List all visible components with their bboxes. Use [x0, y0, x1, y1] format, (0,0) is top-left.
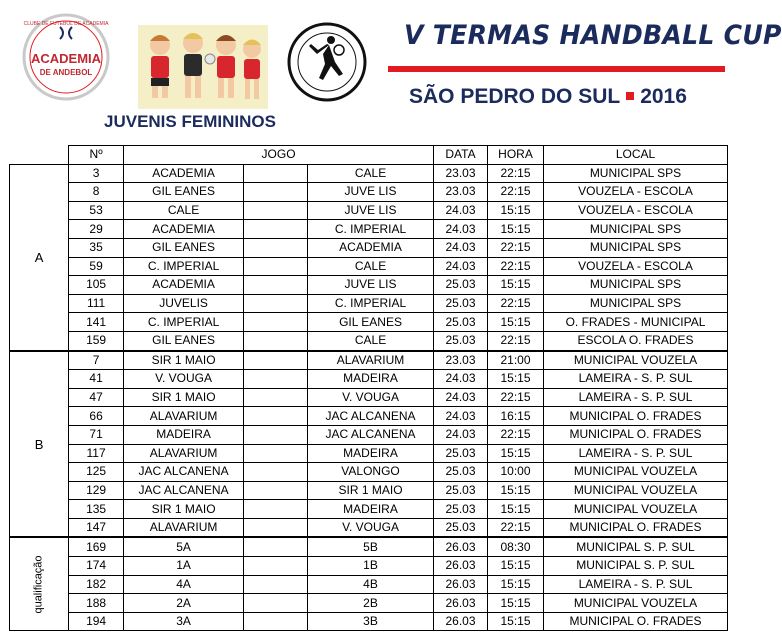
- academia-andebol-logo: [22, 13, 110, 101]
- match-venue: MUNICIPAL SPS: [543, 164, 727, 183]
- game-spacer: [244, 220, 308, 239]
- game-spacer: [244, 257, 308, 276]
- home-team: ACADEMIA: [124, 220, 244, 239]
- table-row: [10, 220, 728, 239]
- game-spacer: [244, 183, 308, 202]
- match-time: 08:30: [488, 537, 544, 556]
- table-row: [10, 463, 728, 482]
- subtitle-place: SÃO PEDRO DO SUL: [409, 85, 621, 108]
- logo1-sub: DE ANDEBOL: [39, 68, 93, 77]
- home-team: ALAVARIUM: [124, 518, 244, 537]
- title-underline: [388, 66, 725, 72]
- match-date: 24.03: [434, 370, 488, 389]
- match-number: 147: [69, 518, 124, 537]
- match-number: 41: [69, 370, 124, 389]
- home-team: CALE: [124, 201, 244, 220]
- match-venue: LAMEIRA - S. P. SUL: [543, 575, 727, 594]
- match-venue: O. FRADES - MUNICIPAL: [543, 313, 727, 332]
- header-date: DATA: [434, 146, 488, 165]
- away-team: MADEIRA: [308, 444, 434, 463]
- match-venue: ESCOLA O. FRADES: [543, 331, 727, 350]
- category-title: JUVENIS FEMININOS: [104, 112, 276, 131]
- match-date: 25.03: [434, 276, 488, 295]
- match-time: 21:00: [488, 351, 544, 370]
- away-team: CALE: [308, 257, 434, 276]
- table-row: [10, 276, 728, 295]
- match-number: 3: [69, 164, 124, 183]
- game-spacer: [244, 612, 308, 631]
- match-time: 15:15: [488, 220, 544, 239]
- match-date: 24.03: [434, 257, 488, 276]
- match-venue: MUNICIPAL VOUZELA: [543, 463, 727, 482]
- event-title: V TERMAS HANDBALL CUP: [404, 20, 782, 51]
- home-team: JAC ALCANENA: [124, 463, 244, 482]
- match-number: 194: [69, 612, 124, 631]
- match-time: 10:00: [488, 463, 544, 482]
- game-spacer: [244, 294, 308, 313]
- match-time: 22:15: [488, 257, 544, 276]
- match-date: 25.03: [434, 463, 488, 482]
- match-time: 15:15: [488, 201, 544, 220]
- home-team: 1A: [124, 557, 244, 576]
- match-venue: VOUZELA - ESCOLA: [543, 183, 727, 202]
- home-team: SIR 1 MAIO: [124, 500, 244, 519]
- table-row: [10, 331, 728, 350]
- table-header-row: [10, 146, 728, 165]
- game-spacer: [244, 164, 308, 183]
- game-spacer: [244, 276, 308, 295]
- home-team: V. VOUGA: [124, 370, 244, 389]
- away-team: 2B: [308, 594, 434, 613]
- match-date: 24.03: [434, 425, 488, 444]
- game-spacer: [244, 238, 308, 257]
- kids-illustration: [138, 25, 268, 109]
- game-spacer: [244, 463, 308, 482]
- group-label: A: [10, 164, 69, 350]
- game-spacer: [244, 500, 308, 519]
- subtitle-year: 2016: [640, 85, 687, 108]
- match-date: 26.03: [434, 557, 488, 576]
- home-team: GIL EANES: [124, 183, 244, 202]
- group-label: [10, 537, 69, 630]
- table-row: [10, 313, 728, 332]
- match-time: 22:15: [488, 388, 544, 407]
- table-row: [10, 518, 728, 537]
- game-spacer: [244, 313, 308, 332]
- match-number: 71: [69, 425, 124, 444]
- home-team: 4A: [124, 575, 244, 594]
- match-date: 25.03: [434, 331, 488, 350]
- away-team: 3B: [308, 612, 434, 631]
- home-team: ALAVARIUM: [124, 407, 244, 426]
- game-spacer: [244, 201, 308, 220]
- match-date: 25.03: [434, 481, 488, 500]
- match-date: 26.03: [434, 594, 488, 613]
- match-venue: MUNICIPAL O. FRADES: [543, 425, 727, 444]
- match-date: 24.03: [434, 407, 488, 426]
- match-number: 105: [69, 276, 124, 295]
- table-row: [10, 575, 728, 594]
- header-time: HORA: [488, 146, 544, 165]
- game-spacer: [244, 388, 308, 407]
- group-label-text: qualificação: [32, 555, 45, 614]
- match-number: 141: [69, 313, 124, 332]
- match-time: 15:15: [488, 575, 544, 594]
- home-team: GIL EANES: [124, 238, 244, 257]
- header-blank: [10, 146, 69, 165]
- match-time: 22:15: [488, 164, 544, 183]
- match-number: 53: [69, 201, 124, 220]
- game-spacer: [244, 537, 308, 556]
- game-spacer: [244, 444, 308, 463]
- home-team: JAC ALCANENA: [124, 481, 244, 500]
- match-date: 24.03: [434, 388, 488, 407]
- game-spacer: [244, 425, 308, 444]
- away-team: JAC ALCANENA: [308, 407, 434, 426]
- table-row: [10, 257, 728, 276]
- match-number: 35: [69, 238, 124, 257]
- home-team: SIR 1 MAIO: [124, 388, 244, 407]
- match-time: 16:15: [488, 407, 544, 426]
- match-time: 22:15: [488, 238, 544, 257]
- match-venue: MUNICIPAL O. FRADES: [543, 518, 727, 537]
- logo1-ring-text: CLUBE DE FUTEBOL DE ACADEMIA: [23, 21, 109, 27]
- match-venue: MUNICIPAL SPS: [543, 276, 727, 295]
- match-number: 66: [69, 407, 124, 426]
- home-team: GIL EANES: [124, 331, 244, 350]
- table-row: [10, 370, 728, 389]
- home-team: SIR 1 MAIO: [124, 351, 244, 370]
- match-time: 15:15: [488, 276, 544, 295]
- match-date: 25.03: [434, 294, 488, 313]
- header-game: JOGO: [124, 146, 434, 165]
- match-venue: MUNICIPAL VOUZELA: [543, 481, 727, 500]
- away-team: 5B: [308, 537, 434, 556]
- away-team: 1B: [308, 557, 434, 576]
- event-subtitle: [409, 85, 687, 109]
- match-number: 188: [69, 594, 124, 613]
- match-venue: MUNICIPAL SPS: [543, 294, 727, 313]
- table-row: [10, 425, 728, 444]
- match-date: 24.03: [434, 201, 488, 220]
- header-number: Nº: [69, 146, 124, 165]
- match-date: 25.03: [434, 444, 488, 463]
- table-row: [10, 594, 728, 613]
- handball-emblem-logo: [287, 22, 367, 102]
- game-spacer: [244, 518, 308, 537]
- match-number: 111: [69, 294, 124, 313]
- away-team: C. IMPERIAL: [308, 294, 434, 313]
- match-number: 125: [69, 463, 124, 482]
- logo1-title: ACADEMIA: [30, 51, 102, 66]
- table-row: [10, 481, 728, 500]
- match-time: 15:15: [488, 594, 544, 613]
- match-time: 22:15: [488, 425, 544, 444]
- table-row: [10, 444, 728, 463]
- match-number: 135: [69, 500, 124, 519]
- match-number: 8: [69, 183, 124, 202]
- match-venue: MUNICIPAL VOUZELA: [543, 500, 727, 519]
- game-spacer: [244, 407, 308, 426]
- match-venue: MUNICIPAL VOUZELA: [543, 594, 727, 613]
- match-time: 22:15: [488, 183, 544, 202]
- game-spacer: [244, 557, 308, 576]
- home-team: ACADEMIA: [124, 164, 244, 183]
- game-spacer: [244, 370, 308, 389]
- match-venue: LAMEIRA - S. P. SUL: [543, 388, 727, 407]
- home-team: ALAVARIUM: [124, 444, 244, 463]
- away-team: CALE: [308, 164, 434, 183]
- match-date: 23.03: [434, 164, 488, 183]
- match-venue: MUNICIPAL VOUZELA: [543, 351, 727, 370]
- table-row: [10, 388, 728, 407]
- match-time: 15:15: [488, 500, 544, 519]
- match-date: 26.03: [434, 537, 488, 556]
- table-row: [10, 407, 728, 426]
- away-team: MADEIRA: [308, 500, 434, 519]
- match-venue: MUNICIPAL S. P. SUL: [543, 557, 727, 576]
- match-time: 22:15: [488, 518, 544, 537]
- home-team: ACADEMIA: [124, 276, 244, 295]
- home-team: 3A: [124, 612, 244, 631]
- group-label: B: [10, 351, 69, 538]
- match-number: 47: [69, 388, 124, 407]
- away-team: ACADEMIA: [308, 238, 434, 257]
- game-spacer: [244, 351, 308, 370]
- match-number: 7: [69, 351, 124, 370]
- match-venue: MUNICIPAL S. P. SUL: [543, 537, 727, 556]
- match-number: 159: [69, 331, 124, 350]
- table-row: [10, 537, 728, 556]
- match-number: 174: [69, 557, 124, 576]
- game-spacer: [244, 594, 308, 613]
- match-venue: VOUZELA - ESCOLA: [543, 201, 727, 220]
- table-row: [10, 612, 728, 631]
- match-venue: MUNICIPAL O. FRADES: [543, 407, 727, 426]
- away-team: CALE: [308, 331, 434, 350]
- away-team: 4B: [308, 575, 434, 594]
- header-local: LOCAL: [543, 146, 727, 165]
- match-time: 15:15: [488, 313, 544, 332]
- away-team: V. VOUGA: [308, 518, 434, 537]
- home-team: 2A: [124, 594, 244, 613]
- home-team: MADEIRA: [124, 425, 244, 444]
- match-number: 29: [69, 220, 124, 239]
- match-venue: MUNICIPAL SPS: [543, 238, 727, 257]
- away-team: JAC ALCANENA: [308, 425, 434, 444]
- match-time: 15:15: [488, 444, 544, 463]
- away-team: MADEIRA: [308, 370, 434, 389]
- match-time: 15:15: [488, 370, 544, 389]
- table-row: [10, 183, 728, 202]
- home-team: JUVELIS: [124, 294, 244, 313]
- game-spacer: [244, 575, 308, 594]
- table-row: [10, 201, 728, 220]
- table-row: [10, 238, 728, 257]
- match-date: 24.03: [434, 220, 488, 239]
- match-date: 26.03: [434, 575, 488, 594]
- game-spacer: [244, 481, 308, 500]
- away-team: GIL EANES: [308, 313, 434, 332]
- match-date: 25.03: [434, 313, 488, 332]
- match-number: 59: [69, 257, 124, 276]
- match-time: 22:15: [488, 331, 544, 350]
- match-venue: MUNICIPAL SPS: [543, 220, 727, 239]
- red-square-separator: [626, 92, 634, 100]
- match-date: 23.03: [434, 183, 488, 202]
- away-team: VALONGO: [308, 463, 434, 482]
- away-team: C. IMPERIAL: [308, 220, 434, 239]
- table-row: [10, 500, 728, 519]
- away-team: JUVE LIS: [308, 183, 434, 202]
- schedule-body: [10, 164, 728, 631]
- home-team: C. IMPERIAL: [124, 257, 244, 276]
- away-team: V. VOUGA: [308, 388, 434, 407]
- away-team: SIR 1 MAIO: [308, 481, 434, 500]
- home-team: C. IMPERIAL: [124, 313, 244, 332]
- match-number: 129: [69, 481, 124, 500]
- game-spacer: [244, 331, 308, 350]
- match-number: 182: [69, 575, 124, 594]
- match-venue: VOUZELA - ESCOLA: [543, 257, 727, 276]
- away-team: ALAVARIUM: [308, 351, 434, 370]
- table-row: [10, 351, 728, 370]
- match-date: 25.03: [434, 518, 488, 537]
- match-time: 15:15: [488, 481, 544, 500]
- table-row: [10, 294, 728, 313]
- match-date: 24.03: [434, 238, 488, 257]
- match-date: 23.03: [434, 351, 488, 370]
- table-row: [10, 557, 728, 576]
- away-team: JUVE LIS: [308, 276, 434, 295]
- home-team: 5A: [124, 537, 244, 556]
- match-venue: LAMEIRA - S. P. SUL: [543, 370, 727, 389]
- match-time: 22:15: [488, 294, 544, 313]
- match-date: 25.03: [434, 500, 488, 519]
- match-number: 117: [69, 444, 124, 463]
- match-time: 15:15: [488, 557, 544, 576]
- match-date: 26.03: [434, 612, 488, 631]
- match-number: 169: [69, 537, 124, 556]
- match-venue: LAMEIRA - S. P. SUL: [543, 444, 727, 463]
- match-time: 15:15: [488, 612, 544, 631]
- table-row: [10, 164, 728, 183]
- schedule-table: [9, 145, 728, 631]
- match-venue: MUNICIPAL O. FRADES: [543, 612, 727, 631]
- away-team: JUVE LIS: [308, 201, 434, 220]
